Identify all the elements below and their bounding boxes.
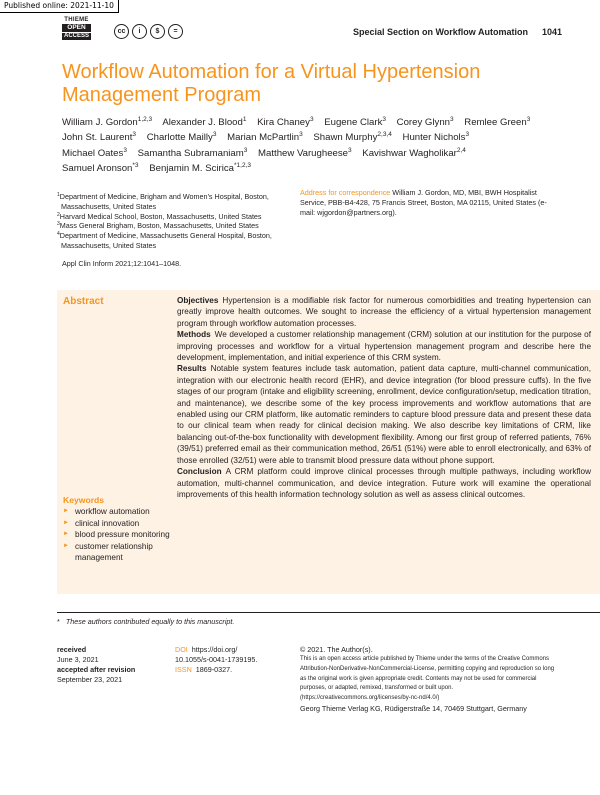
correspondence-text: William J. Gordon, MD, MBI, BWH Hospitalist Service, PBB-B4-428, 75 Francis Street, Boston, MA 02115, United States (e-mail: wjgordon@partners.org). (300, 188, 547, 217)
author-name (362, 148, 466, 159)
author-affiliation-sup: 3 (348, 146, 352, 154)
author-affiliation-sup: 3 (243, 146, 248, 154)
author-name (258, 148, 352, 159)
cc-icon: cc (114, 24, 129, 39)
affiliation-text: Mass General Brigham, Boston, Massachusetts, United States (59, 221, 259, 231)
author-affiliation-sup: 3 (465, 131, 470, 139)
running-head (353, 27, 562, 37)
article-title: Workflow Automation for a Virtual Hypertension Management Program (62, 61, 481, 106)
page-number: 1041 (541, 27, 562, 37)
published-online-stamp: Published online: 2021-11-10 (0, 0, 119, 13)
affiliation-number: 1 (57, 192, 60, 198)
author-name-text: Corey Glynn (396, 117, 450, 128)
accepted-label: accepted after revision (57, 665, 136, 674)
keyword-item: ► customer relationship management (63, 541, 173, 564)
author-affiliation-sup: *1,2,3 (234, 162, 252, 170)
nc-icon: $ (150, 24, 165, 39)
doi-label: DOI (175, 645, 188, 654)
author-name (313, 132, 391, 143)
publisher: Georg Thieme Verlag KG, Rüdigerstraße 14, 70469 Stuttgart, Germany (300, 703, 527, 713)
nd-icon: = (168, 24, 183, 39)
logo-line-1: THIEME (64, 17, 89, 23)
affiliation-number: 3 (57, 221, 60, 228)
footnote-marker: * (57, 617, 60, 626)
author-name-text: Samantha Subramaniam (137, 147, 244, 159)
affiliation-number: 2 (57, 211, 60, 218)
abstract-section (177, 295, 591, 329)
author-name (257, 117, 313, 128)
received-date: June 3, 2021 (57, 655, 99, 664)
author-name (138, 148, 248, 159)
author-name (227, 132, 303, 143)
author-affiliation-sup: 3 (382, 116, 386, 123)
keywords-block (63, 495, 173, 563)
issn-value: 1869-0327. (195, 665, 233, 674)
correspondence (300, 188, 555, 218)
abstract-section (177, 466, 591, 500)
keywords-title: Keywords (63, 495, 105, 505)
author-affiliation-sup: 3 (309, 116, 314, 123)
author-name-text: Benjamin M. Scirica (149, 163, 235, 175)
keyword-item: ► blood pressure monitoring (63, 529, 173, 540)
author-name-text: Matthew Varugheese (258, 147, 348, 159)
affiliation-item (57, 192, 287, 212)
abstract-section-text: A CRM platform could improve clinical processes through multiple pathways, including workflow automation, multi-channel communication, and device integration. Future work will examine the operational improvements of this health information technology solution as well as assess clinical outcomes. (177, 467, 591, 499)
author-affiliation-sup: 1,2,3 (137, 116, 153, 123)
author-name-text: William J. Gordon (62, 117, 138, 128)
author-name (62, 117, 152, 128)
logo-line-2: OPEN (62, 24, 91, 32)
citation: Appl Clin Inform 2021;12:1041–1048. (62, 259, 182, 268)
doi-issn (175, 645, 285, 675)
creative-commons-icons (114, 24, 183, 39)
abstract-box (57, 290, 600, 594)
issn-label: ISSN (175, 665, 192, 674)
abstract-section-head: Results (177, 364, 207, 374)
author-name-text: Remlee Green (464, 117, 527, 128)
copyright: © 2021. The Author(s). (300, 645, 373, 654)
author-affiliation-sup: 2,4 (456, 146, 466, 154)
accepted-date: September 23, 2021 (57, 675, 123, 684)
author-name-text: Marian McPartlin (227, 132, 300, 144)
thieme-open-access-logo (62, 17, 91, 45)
affiliations (57, 192, 287, 251)
abstract-section-text: Hypertension is a modifiable risk factor for numerous comorbidities and treating hypertension can greatly improve health outcomes. We sought to increase the efficiency of a virtual hypertension management program through workflow automation processes. (177, 296, 591, 328)
author-name-text: Eugene Clark (324, 117, 383, 128)
author-affiliation-sup: 3 (123, 146, 127, 154)
logo-line-3: ACCESS (63, 33, 89, 39)
keyword-item: ► workflow automation (63, 506, 173, 517)
author-name (62, 132, 136, 143)
affiliation-text: Department of Medicine, Brigham and Women’s Hospital, Boston, Massachusetts, United States (59, 192, 269, 211)
author-affiliation-sup: 3 (526, 116, 531, 123)
abstract-text (177, 295, 591, 500)
author-name (162, 117, 246, 128)
author-name (464, 117, 530, 128)
author-name-text: Alexander J. Blood (162, 117, 243, 128)
abstract-section (177, 363, 591, 466)
footnote (57, 612, 600, 626)
author-affiliation-sup: 3 (212, 131, 217, 139)
author-name-text: Hunter Nichols (402, 132, 466, 144)
author-name (147, 132, 217, 143)
author-name-text: Kira Chaney (257, 117, 310, 128)
abstract-label: Abstract (63, 296, 104, 307)
author-name (324, 117, 386, 128)
keywords-list (63, 506, 173, 563)
affiliation-item (57, 212, 287, 222)
by-icon: i (132, 24, 147, 39)
abstract-section-head: Conclusion (177, 467, 222, 477)
license-block (300, 645, 555, 714)
affiliation-text: Harvard Medical School, Boston, Massachusetts, United States (59, 211, 262, 221)
author-name-text: Shawn Murphy (313, 132, 378, 144)
keyword-item: ► clinical innovation (63, 518, 173, 529)
received-label: received (57, 645, 87, 654)
author-list (62, 115, 552, 177)
abstract-section-head: Objectives (177, 296, 219, 305)
footnote-text: These authors contributed equally to this manuscript. (65, 617, 235, 626)
author-affiliation-sup: 3 (299, 131, 303, 139)
article-dates (57, 645, 167, 685)
author-name (397, 117, 454, 128)
doi-number: 10.1055/s-0041-1739195. (175, 655, 258, 664)
license-body: This is an open access article published by Thieme under the terms of the Creative Commons Attribution-NonDerivative-NonCommercial-License, permitting copying and reproduction so long as the original work is given appropriate credit. Contents may not be used for commercial purposes, or adapted, remixed, transformed or built upon. (https://creativecommons.org/licenses/by-nc-nd/4.0/) (300, 656, 555, 702)
author-name-text: Charlotte Mailly (146, 132, 213, 144)
author-name (62, 163, 139, 174)
author-name (403, 132, 470, 143)
abstract-section-head: Methods (177, 330, 211, 340)
doi-link[interactable]: https://doi.org/ (191, 645, 238, 654)
author-name (62, 148, 127, 159)
author-affiliation-sup: 1 (242, 116, 247, 123)
author-name-text: Samuel Aronson (62, 163, 133, 175)
author-name-text: John St. Laurent (62, 132, 133, 144)
section-name: Special Section on Workflow Automation (352, 27, 528, 37)
author-affiliation-sup: 3 (132, 131, 137, 139)
author-name (149, 163, 251, 174)
affiliation-item (57, 221, 287, 231)
author-name-text: Kavishwar Wagholikar (362, 147, 457, 159)
author-affiliation-sup: 3 (450, 116, 454, 123)
abstract-section (177, 329, 591, 363)
author-affiliation-sup: 2,3,4 (377, 131, 392, 139)
author-name-text: Michael Oates (62, 147, 124, 159)
affiliation-item (57, 231, 287, 251)
affiliation-number: 4 (57, 231, 60, 238)
affiliation-text: Department of Medicine, Massachusetts General Hospital, Boston, Massachusetts, United States (59, 231, 272, 250)
correspondence-label: Address for correspondence (300, 188, 391, 197)
author-affiliation-sup: *3 (132, 162, 139, 170)
abstract-section-text: We developed a customer relationship management (CRM) solution at our institution for the purpose of improving processes and workflow for a virtual hypertension management program and describe here the development, implementation, and initial experience of this CRM system. (177, 330, 591, 363)
abstract-section-text: Notable system features include task automation, patient data capture, multi-channel communication, integration with our electronic health record (EHR), and device integration (for blood pressure cuffs). In the five stages of our program (intake and eligibility screening, enrollment, device configuration/setup, medication titration, and maintenance), we describe some of the key process improvements and workflow automations that are enabled using our CRM platform, like automatic reminders to capture blood pressure data and present these data to our clinical team when ready for clinical decision making. We also describe key limitations of CRM, like balancing out-of-the-box functionality with development flexibility. Among our first group of referred patients, 76% (39/51) preferred email as their communication method, 26/51 (51%) were able to enroll electronically, and 63% of those enrolled (32/51) were able to transmit blood pressure data without phone support. (177, 364, 591, 465)
